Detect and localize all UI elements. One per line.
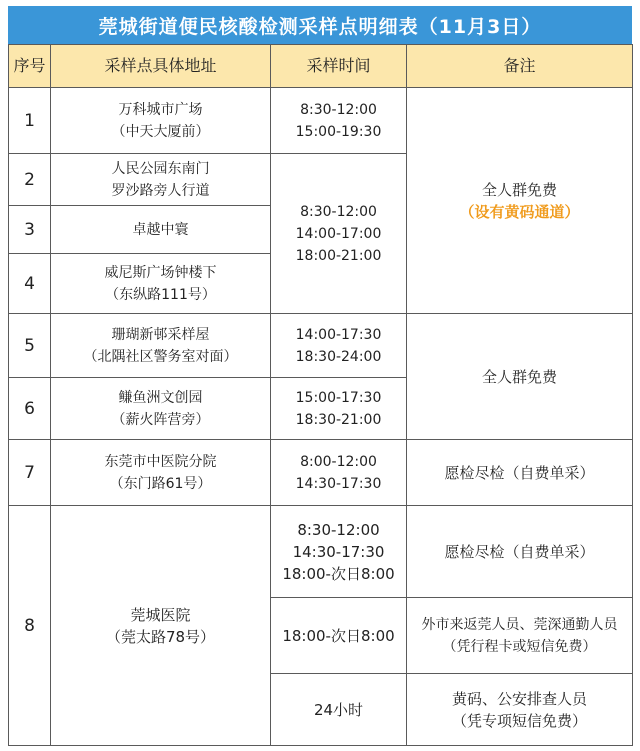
row-number: 7 <box>9 440 51 506</box>
row-number: 3 <box>9 206 51 254</box>
header-remark: 备注 <box>407 45 633 88</box>
table-row <box>9 88 633 154</box>
header-seq: 序号 <box>9 45 51 88</box>
remark-cell <box>407 88 633 314</box>
time-line: 8:30-12:00 <box>300 101 377 118</box>
remark-cell <box>407 506 633 598</box>
row-number: 2 <box>9 154 51 206</box>
remark-line: （凭专项短信免费） <box>451 711 587 730</box>
sampling-time <box>271 506 407 598</box>
address-line: 鳒鱼洲文创园 <box>118 389 203 406</box>
site-address <box>51 88 271 154</box>
remark-line: （凭行程卡或短信免费） <box>442 638 597 655</box>
sampling-time <box>271 674 407 746</box>
row-number: 1 <box>9 88 51 154</box>
time-line: 14:00-17:00 <box>295 225 382 242</box>
header-time: 采样时间 <box>271 45 407 88</box>
address-line: （北隅社区警务室对面） <box>83 348 238 365</box>
row-number: 5 <box>9 314 51 378</box>
address-line: 威尼斯广场钟楼下 <box>104 264 217 281</box>
site-address <box>51 506 271 746</box>
address-line: （薪火阵营旁） <box>111 411 210 428</box>
site-address <box>51 206 271 254</box>
sampling-time <box>271 378 407 440</box>
site-address <box>51 440 271 506</box>
time-line: 18:30-21:00 <box>295 411 382 428</box>
remark-cell <box>407 674 633 746</box>
table-title: 莞城街道便民核酸检测采样点明细表（11月3日） <box>8 6 632 44</box>
time-line: 24小时 <box>313 700 364 719</box>
row-number: 6 <box>9 378 51 440</box>
header-address: 采样点具体地址 <box>51 45 271 88</box>
time-line: 14:00-17:30 <box>295 326 382 343</box>
remark-cell <box>407 440 633 506</box>
time-line: 8:30-12:00 <box>300 203 377 220</box>
site-address <box>51 378 271 440</box>
address-line: 万科城市广场 <box>118 101 203 118</box>
time-line: 18:00-次日8:00 <box>282 626 395 645</box>
address-line: 东莞市中医院分院 <box>104 453 217 470</box>
address-line: 卓越中寰 <box>132 221 189 238</box>
remark-cell <box>407 314 633 440</box>
address-line: （东门路61号） <box>109 475 212 492</box>
yellow-code-lane-note: （设有黄码通道） <box>459 202 580 221</box>
time-line: 18:30-24:00 <box>295 348 382 365</box>
remark-line: 愿检尽检（自费单采） <box>444 463 595 482</box>
sampling-time <box>271 314 407 378</box>
time-line: 15:00-19:30 <box>295 123 382 140</box>
address-line: 人民公园东南门 <box>111 160 210 177</box>
site-address <box>51 154 271 206</box>
site-address <box>51 254 271 314</box>
address-line: 罗沙路旁人行道 <box>111 182 210 199</box>
table-row <box>9 506 633 598</box>
remark-line: 全人群免费 <box>481 180 557 199</box>
row-number: 8 <box>9 506 51 746</box>
address-line: 珊瑚新邨采样屋 <box>111 326 210 343</box>
time-line: 14:30-17:30 <box>295 475 382 492</box>
time-line: 18:00-21:00 <box>295 247 382 264</box>
table-row <box>9 314 633 378</box>
address-line: （东纵路111号） <box>105 286 216 303</box>
time-line: 15:00-17:30 <box>295 389 382 406</box>
remark-line: 外市来返莞人员、莞深通勤人员 <box>421 616 618 633</box>
remark-line: 愿检尽检（自费单采） <box>444 542 595 561</box>
address-line: （莞太路78号） <box>105 627 216 646</box>
address-line: 莞城医院 <box>130 605 191 624</box>
table-row <box>9 440 633 506</box>
time-line: 18:00-次日8:00 <box>282 564 395 583</box>
remark-cell <box>407 598 633 674</box>
time-line: 14:30-17:30 <box>292 542 385 561</box>
sampling-table <box>8 44 633 746</box>
sampling-time <box>271 88 407 154</box>
sampling-time <box>271 154 407 314</box>
address-line: （中天大厦前） <box>111 123 210 140</box>
time-line: 8:30-12:00 <box>297 520 380 539</box>
time-line: 8:00-12:00 <box>300 453 377 470</box>
remark-line: 黄码、公安排查人员 <box>451 689 587 708</box>
sampling-time <box>271 598 407 674</box>
header-row <box>9 45 633 88</box>
remark-line: 全人群免费 <box>481 367 557 386</box>
sampling-time <box>271 440 407 506</box>
site-address <box>51 314 271 378</box>
row-number: 4 <box>9 254 51 314</box>
